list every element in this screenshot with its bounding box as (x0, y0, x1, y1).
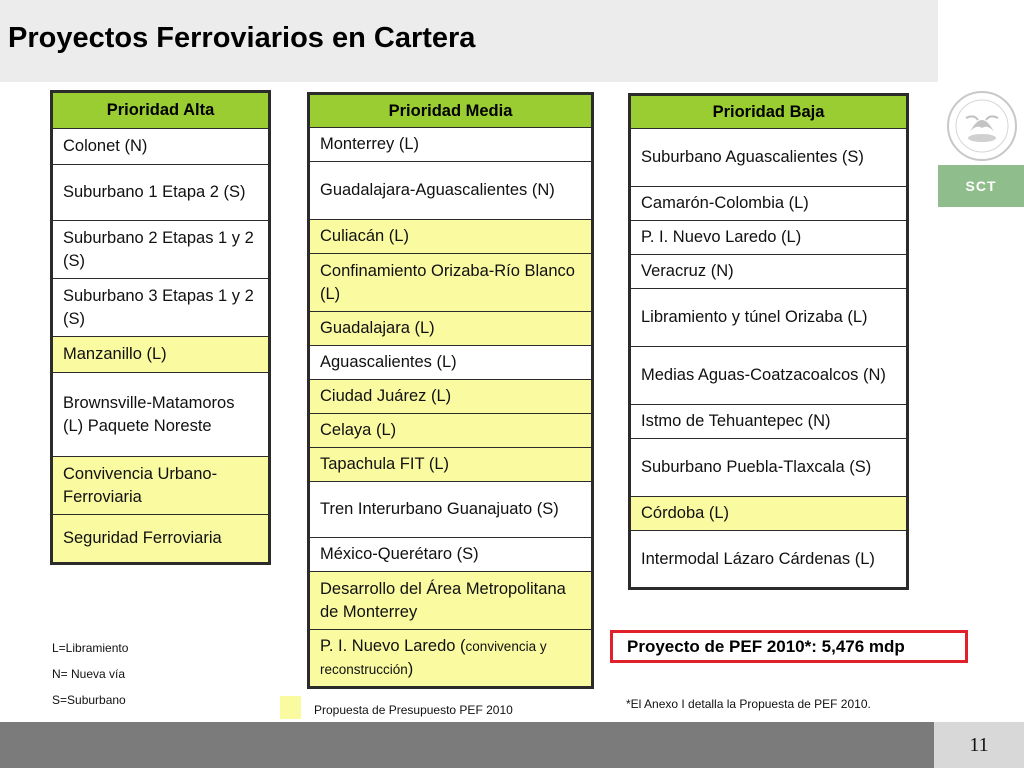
project-cell (309, 346, 593, 380)
mexico-coat-of-arms-icon (944, 88, 1020, 164)
table-row (309, 482, 593, 538)
table-row (630, 497, 908, 531)
table-row (630, 255, 908, 289)
project-cell (309, 414, 593, 448)
table-row (52, 337, 270, 373)
project-cell (52, 457, 270, 515)
project-cell (309, 380, 593, 414)
project-cell (630, 289, 908, 347)
project-name: Suburbano Aguascalientes (S) (641, 148, 864, 166)
priority-low-body (630, 129, 908, 589)
project-cell (630, 255, 908, 289)
footer-bar (0, 722, 934, 768)
project-name: México-Querétaro (S) (320, 545, 479, 563)
project-name: Colonet (N) (63, 137, 148, 155)
project-name: Culiacán (L) (320, 227, 409, 245)
pef-total-label: Proyecto de PEF 2010*: 5,476 mdp (627, 636, 905, 656)
legend-libramiento: L=Libramiento (52, 641, 129, 655)
table-row (309, 414, 593, 448)
priority-medium-body (309, 128, 593, 688)
table-row (630, 405, 908, 439)
project-cell (630, 221, 908, 255)
project-name: Monterrey (L) (320, 135, 420, 153)
project-cell (630, 531, 908, 589)
priority-medium-header: Prioridad Media (309, 94, 593, 128)
table-row (309, 128, 593, 162)
project-name: Guadalajara-Aguascalientes (N) (320, 181, 555, 199)
table-row (52, 515, 270, 564)
project-name-detail: convivencia y reconstrucción (320, 639, 547, 677)
project-cell (309, 630, 593, 688)
table-row (630, 531, 908, 589)
table-row (309, 254, 593, 312)
project-name-end: ) (407, 660, 414, 678)
project-name: Confinamiento Orizaba-Río Blanco (L) (320, 261, 575, 303)
project-cell (309, 128, 593, 162)
table-row (309, 162, 593, 220)
project-name: Medias Aguas-Coatzacoalcos (N) (641, 366, 886, 384)
project-name: Córdoba (L) (641, 504, 730, 522)
table-row (309, 572, 593, 630)
table-row (52, 129, 270, 165)
title-bar (0, 0, 938, 82)
project-cell (309, 220, 593, 254)
project-cell (309, 448, 593, 482)
project-name: Celaya (L) (320, 421, 397, 439)
project-cell (309, 312, 593, 346)
project-name: Veracruz (N) (641, 262, 734, 280)
page-number: 11 (934, 722, 1024, 768)
priority-medium-table (307, 92, 594, 689)
project-cell (52, 279, 270, 337)
pef-total-box (610, 630, 968, 663)
project-name: P. I. Nuevo Laredo ( (320, 637, 466, 655)
project-cell (630, 187, 908, 221)
table-row (309, 346, 593, 380)
table-row (630, 289, 908, 347)
project-cell (309, 482, 593, 538)
project-name: Tapachula FIT (L) (320, 455, 450, 473)
table-row (309, 312, 593, 346)
project-cell (309, 162, 593, 220)
project-name: Intermodal Lázaro Cárdenas (L) (641, 549, 875, 568)
project-cell (52, 337, 270, 373)
project-name: Suburbano 2 Etapas 1 y 2 (S) (63, 228, 254, 270)
project-cell (630, 497, 908, 531)
project-name: Desarrollo del Área Metropolitana de Monterrey (320, 579, 566, 621)
project-cell (52, 129, 270, 165)
table-row (52, 221, 270, 279)
project-cell (309, 538, 593, 572)
table-row (309, 220, 593, 254)
project-cell (630, 405, 908, 439)
legend-suburbano: S=Suburbano (52, 693, 126, 707)
project-cell (52, 373, 270, 457)
project-name: Suburbano 1 Etapa 2 (S) (63, 183, 246, 201)
project-cell (309, 254, 593, 312)
annex-note: *El Anexo I detalla la Propuesta de PEF 2010. (626, 697, 871, 711)
table-row (52, 373, 270, 457)
table-row (630, 187, 908, 221)
project-name: Tren Interurbano Guanajuato (S) (320, 500, 559, 518)
table-row (309, 630, 593, 688)
project-name: Brownsville-Matamoros (L) Paquete Noreste (63, 393, 235, 435)
table-row (309, 380, 593, 414)
project-name: Convivencia Urbano-Ferroviaria (63, 464, 218, 506)
legend-highlight-swatch (280, 696, 301, 719)
table-row (52, 279, 270, 337)
project-name: Manzanillo (L) (63, 345, 167, 363)
legend-nueva-via: N= Nueva vía (52, 667, 126, 681)
project-cell (630, 347, 908, 405)
priority-high-table (50, 90, 271, 565)
project-name: Aguascalientes (L) (320, 353, 457, 371)
project-cell (52, 515, 270, 564)
project-name: Libramiento y túnel Orizaba (L) (641, 308, 868, 326)
project-name: Camarón-Colombia (L) (641, 194, 809, 212)
legend-highlight-label: Propuesta de Presupuesto PEF 2010 (314, 703, 513, 717)
priority-high-header: Prioridad Alta (52, 92, 270, 129)
project-cell (309, 572, 593, 630)
project-cell (630, 439, 908, 497)
table-row (309, 448, 593, 482)
project-name: Suburbano 3 Etapas 1 y 2 (S) (63, 286, 254, 328)
priority-low-table (628, 93, 909, 590)
sct-logo: SCT (938, 165, 1024, 207)
priority-low-header: Prioridad Baja (630, 95, 908, 129)
project-name: Suburbano Puebla-Tlaxcala (S) (641, 458, 872, 476)
project-name: P. I. Nuevo Laredo (L) (641, 228, 802, 246)
project-name: Guadalajara (L) (320, 319, 435, 337)
priority-high-body (52, 129, 270, 564)
project-cell (630, 129, 908, 187)
project-cell (52, 221, 270, 279)
table-row (630, 439, 908, 497)
project-cell (52, 165, 270, 221)
project-name: Istmo de Tehuantepec (N) (641, 412, 831, 430)
table-row (630, 347, 908, 405)
table-row (630, 129, 908, 187)
table-row (309, 538, 593, 572)
slide-title: Proyectos Ferroviarios en Cartera (8, 22, 476, 54)
table-row (630, 221, 908, 255)
table-row (52, 165, 270, 221)
project-name: Seguridad Ferroviaria (63, 529, 222, 547)
table-row (52, 457, 270, 515)
project-name: Ciudad Juárez (L) (320, 387, 452, 405)
